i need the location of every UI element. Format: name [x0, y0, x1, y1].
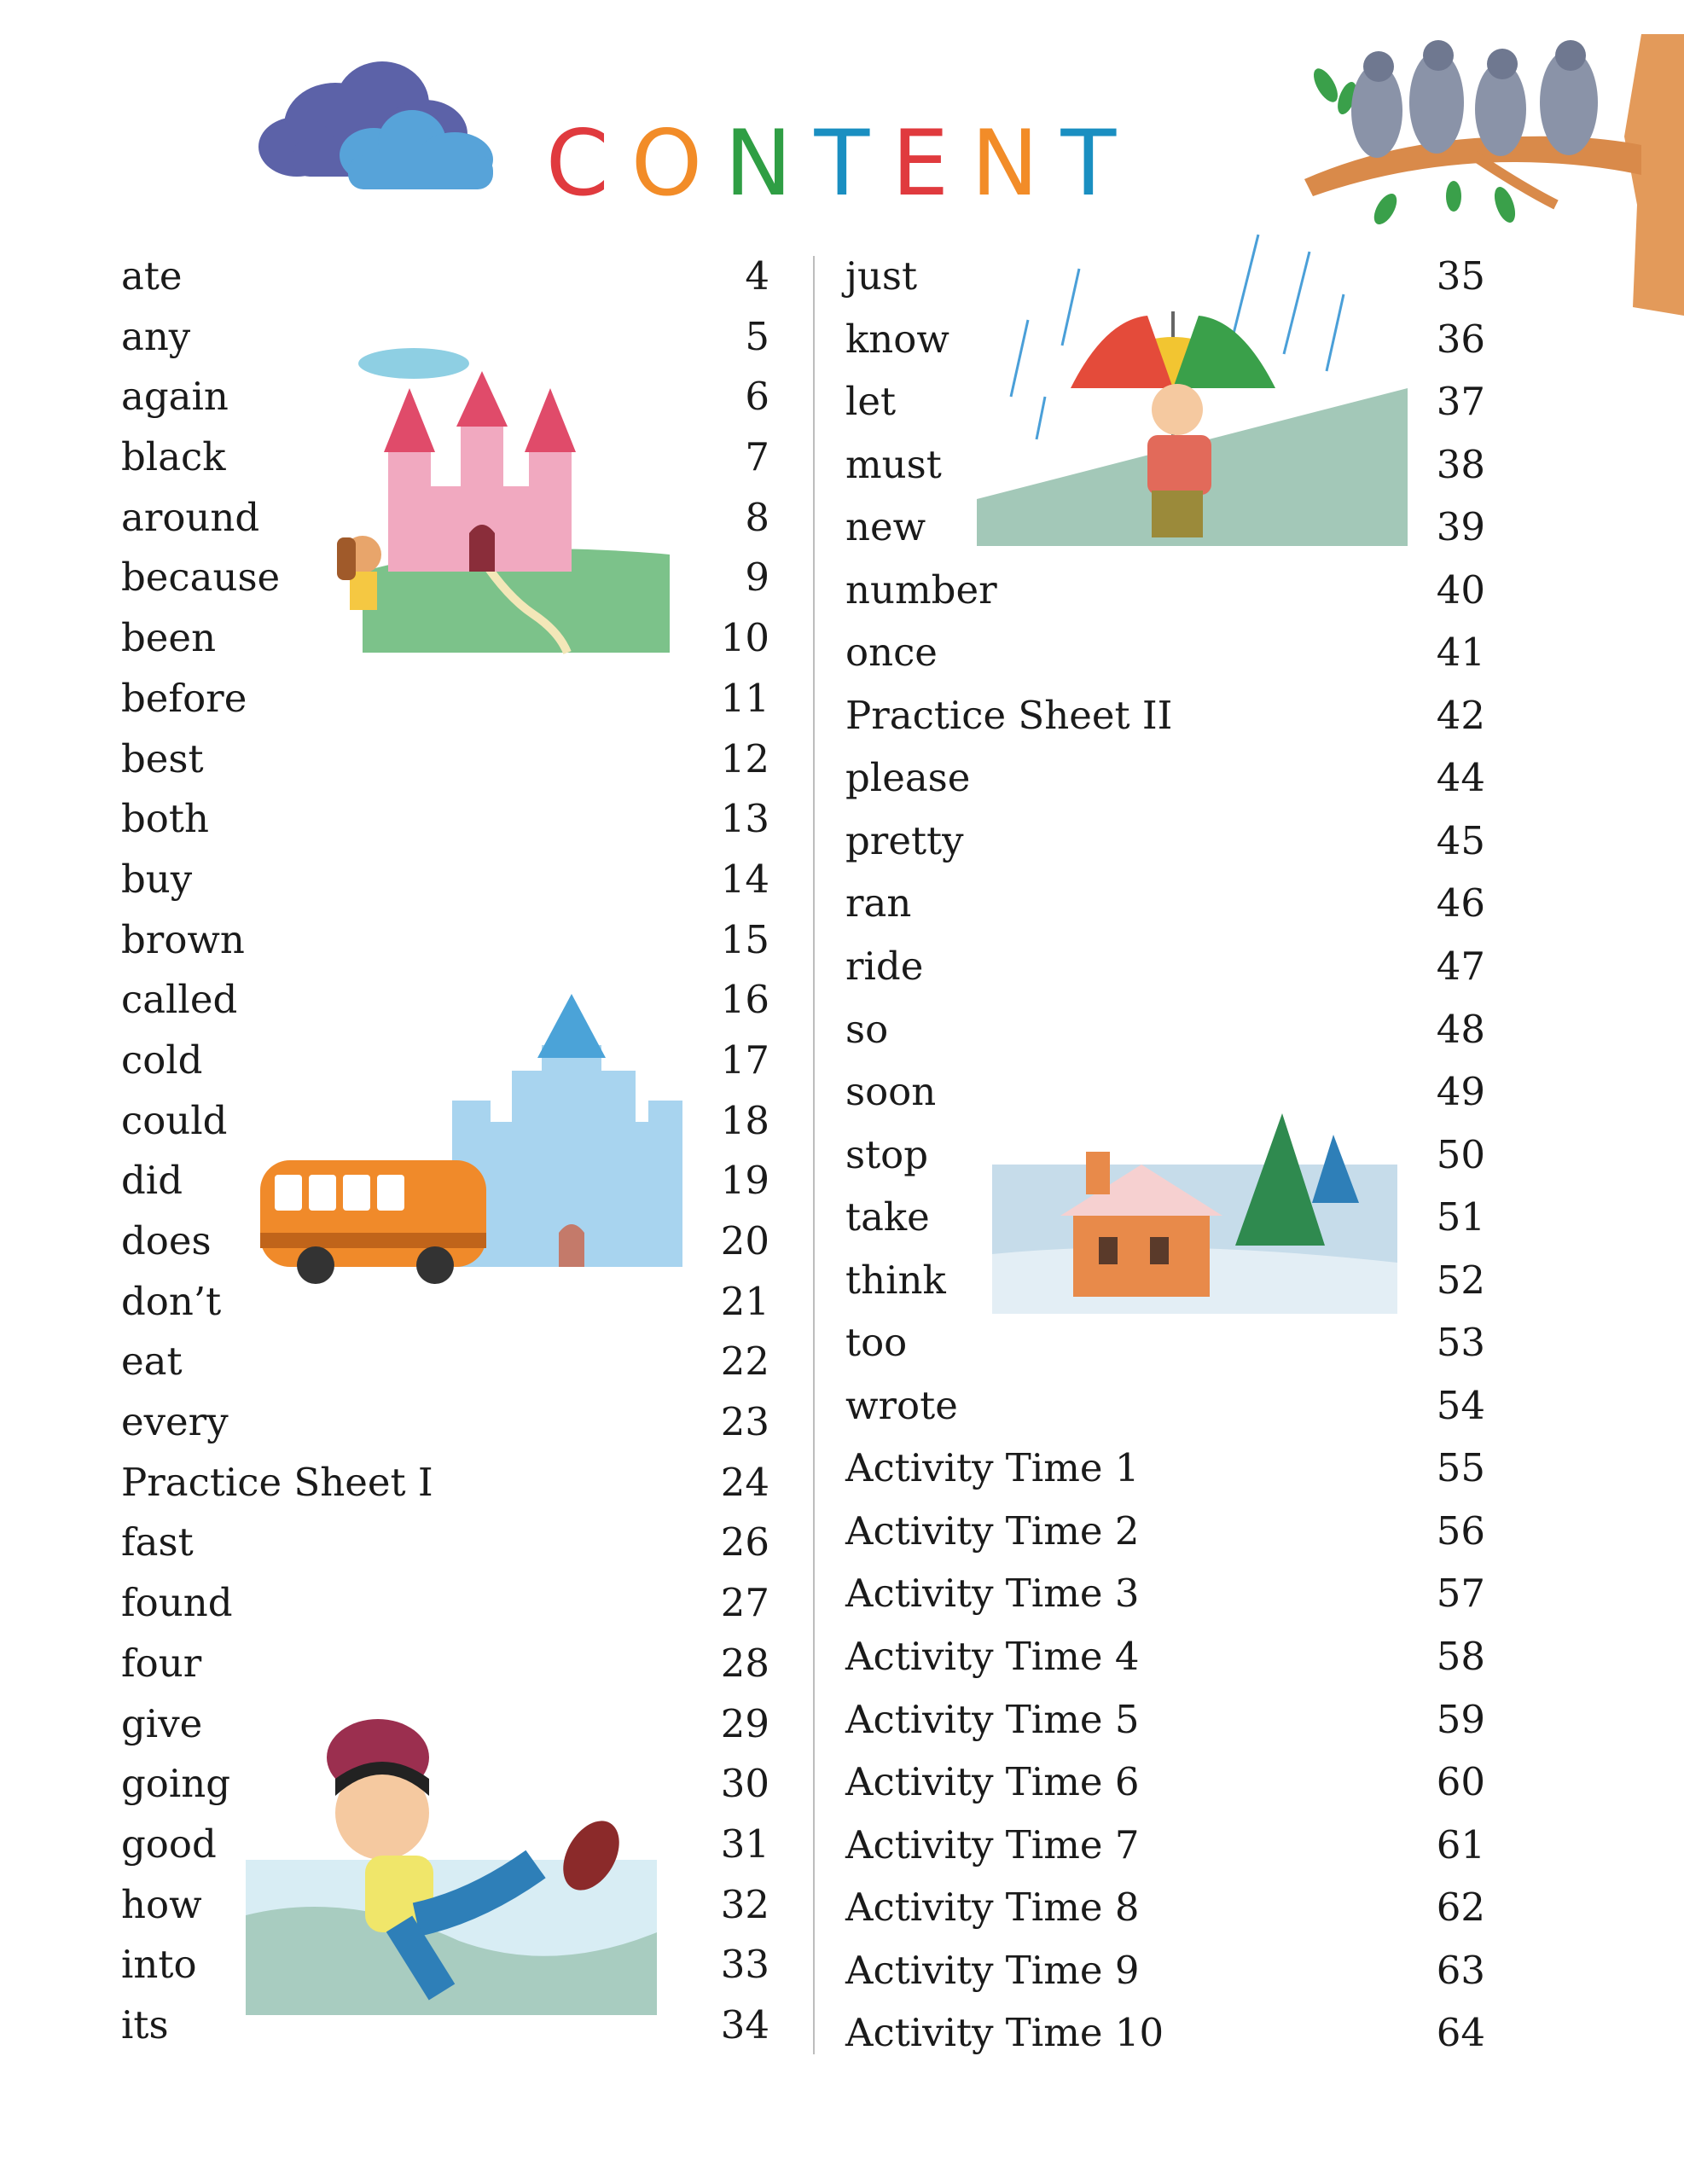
toc-entry[interactable] [121, 2001, 769, 2062]
toc-page-number: 64 [1436, 2010, 1485, 2056]
toc-page-number: 47 [1436, 944, 1485, 990]
toc-word: both [121, 796, 209, 842]
toc-word: Activity Time 10 [845, 2010, 1164, 2056]
toc-word: black [121, 434, 226, 480]
toc-word: found [121, 1580, 233, 1626]
toc-word: know [845, 316, 949, 362]
toc-page-number: 45 [1436, 817, 1485, 863]
toc-entry[interactable] [121, 1398, 769, 1459]
toc-page-number: 20 [720, 1218, 769, 1263]
toc-word: called [121, 977, 238, 1023]
toc-entry[interactable] [845, 1257, 1485, 1320]
toc-word: best [121, 735, 204, 781]
toc-page-number: 17 [720, 1037, 769, 1083]
toc-word: soon [845, 1069, 937, 1115]
toc-word: Activity Time 5 [845, 1696, 1140, 1742]
toc-entry[interactable] [845, 2009, 1485, 2072]
toc-page-number: 40 [1436, 566, 1485, 613]
toc-entry[interactable] [845, 1382, 1485, 1445]
toc-word: Activity Time 9 [845, 1947, 1140, 1993]
toc-word: could [121, 1097, 228, 1143]
toc-word: take [845, 1194, 930, 1240]
toc-page-number: 7 [745, 434, 769, 480]
toc-page-number: 21 [720, 1278, 769, 1324]
toc-page-number: 15 [720, 916, 769, 962]
toc-word: Activity Time 1 [845, 1445, 1140, 1491]
toc-word: fast [121, 1519, 194, 1565]
toc-page-number: 36 [1436, 316, 1485, 362]
toc-page-number: 59 [1436, 1696, 1485, 1742]
toc-entry[interactable] [845, 378, 1485, 441]
toc-page-number: 9 [745, 555, 769, 601]
toc-entry[interactable] [845, 1696, 1485, 1759]
toc-word: because [121, 555, 281, 601]
toc-entry[interactable] [845, 1006, 1485, 1069]
toc-entry[interactable] [121, 1579, 769, 1640]
toc-entry[interactable] [845, 1633, 1485, 1696]
toc-word: does [121, 1218, 212, 1263]
toc-page-number: 46 [1436, 880, 1485, 926]
toc-word: how [121, 1881, 202, 1927]
toc-page-number: 10 [720, 615, 769, 661]
title-letter: N [971, 111, 1061, 216]
toc-page-number: 50 [1436, 1131, 1485, 1177]
toc-entry[interactable] [845, 1444, 1485, 1507]
toc-page-number: 18 [720, 1097, 769, 1143]
title-letter: N [724, 111, 815, 216]
toc-page-number: 48 [1436, 1006, 1485, 1052]
toc-word: been [121, 615, 217, 661]
toc-entry[interactable] [845, 1758, 1485, 1821]
toc-entry[interactable] [121, 253, 769, 313]
toc-entry[interactable] [845, 1947, 1485, 2010]
toc-entry[interactable] [121, 1278, 769, 1339]
toc-page-number: 58 [1436, 1634, 1485, 1680]
toc-page-number: 54 [1436, 1382, 1485, 1428]
toc-entry[interactable] [845, 943, 1485, 1006]
toc-word: Activity Time 4 [845, 1634, 1140, 1680]
toc-word: around [121, 494, 260, 540]
toc-page-number: 37 [1436, 379, 1485, 425]
toc-word: Activity Time 7 [845, 1821, 1140, 1867]
toc-entry[interactable] [121, 1157, 769, 1217]
toc-entry[interactable] [845, 880, 1485, 943]
toc-entry[interactable] [121, 1640, 769, 1700]
toc-entry[interactable] [121, 494, 769, 555]
toc-page-number: 38 [1436, 441, 1485, 487]
toc-page-number: 44 [1436, 755, 1485, 801]
toc-entry[interactable] [845, 754, 1485, 817]
toc-word: so [845, 1006, 889, 1052]
toc-entry[interactable] [845, 1507, 1485, 1571]
toc-page-number: 33 [720, 1942, 769, 1988]
toc-page-number: 49 [1436, 1069, 1485, 1115]
toc-entry[interactable] [121, 1881, 769, 1942]
toc-entry[interactable] [845, 566, 1485, 630]
toc-word: Practice Sheet I [121, 1459, 433, 1505]
toc-page-number: 52 [1436, 1257, 1485, 1303]
toc-entry[interactable] [845, 1194, 1485, 1257]
column-divider [813, 256, 815, 2054]
toc-word: give [121, 1700, 203, 1746]
toc-word: wrote [845, 1382, 958, 1428]
toc-page-number: 34 [720, 2001, 769, 2048]
toc-word: cold [121, 1037, 203, 1083]
toc-entry[interactable] [121, 856, 769, 916]
toc-word: too [845, 1320, 908, 1366]
toc-word: must [845, 441, 942, 487]
title-letter: T [1060, 111, 1139, 216]
toc-entry[interactable] [121, 916, 769, 977]
toc-entry[interactable] [121, 735, 769, 796]
toc-word: think [845, 1257, 946, 1303]
toc-word: before [121, 675, 247, 721]
toc-entry[interactable] [845, 1821, 1485, 1885]
toc-page-number: 19 [720, 1158, 769, 1204]
toc-word: please [845, 755, 971, 801]
toc-page-number: 51 [1436, 1194, 1485, 1240]
toc-page-number: 24 [720, 1459, 769, 1505]
toc-entry[interactable] [121, 1760, 769, 1821]
toc-entry[interactable] [121, 1821, 769, 1881]
title-letter: O [630, 111, 725, 216]
toc-page-number: 13 [720, 796, 769, 842]
toc-page-number: 62 [1436, 1885, 1485, 1931]
toc-word: new [845, 504, 926, 550]
toc-page-number: 39 [1436, 504, 1485, 550]
toc-word: its [121, 2001, 169, 2048]
toc-entry[interactable] [121, 976, 769, 1037]
toc-entry[interactable] [121, 1097, 769, 1158]
cloud-icon [254, 53, 502, 198]
toc-word: Activity Time 2 [845, 1507, 1140, 1554]
toc-entry[interactable] [845, 1319, 1485, 1382]
toc-page-number: 22 [720, 1339, 769, 1385]
toc-page-number: 30 [720, 1761, 769, 1807]
toc-page-number: 26 [720, 1519, 769, 1565]
toc-word: ride [845, 944, 924, 990]
toc-word: Activity Time 3 [845, 1571, 1140, 1617]
toc-left-column [121, 253, 769, 2062]
toc-word: just [845, 253, 918, 299]
toc-entry[interactable] [845, 503, 1485, 566]
toc-word: ran [845, 880, 912, 926]
toc-word: ate [121, 253, 183, 299]
toc-page-number: 55 [1436, 1445, 1485, 1491]
toc-page-number: 5 [745, 313, 769, 359]
toc-entry[interactable] [121, 1700, 769, 1761]
toc-word: eat [121, 1339, 183, 1385]
toc-entry[interactable] [121, 1037, 769, 1097]
toc-entry[interactable] [121, 433, 769, 494]
title-letter: T [814, 111, 892, 216]
toc-page-number: 8 [745, 494, 769, 540]
toc-word: again [121, 374, 229, 420]
toc-word: any [121, 313, 191, 359]
toc-word: going [121, 1761, 231, 1807]
toc-page-number: 32 [720, 1881, 769, 1927]
toc-page-number: 11 [720, 675, 769, 721]
toc-page-number: 57 [1436, 1571, 1485, 1617]
toc-page-number: 14 [720, 856, 769, 902]
toc-entry[interactable] [121, 1459, 769, 1519]
toc-page-number: 16 [720, 977, 769, 1023]
toc-word: Activity Time 8 [845, 1885, 1140, 1931]
toc-page-number: 31 [720, 1821, 769, 1867]
toc-word: four [121, 1640, 202, 1686]
toc-entry[interactable] [845, 316, 1485, 379]
toc-page-number: 53 [1436, 1320, 1485, 1366]
toc-page-number: 28 [720, 1640, 769, 1686]
toc-page-number: 35 [1436, 253, 1485, 299]
toc-word: every [121, 1399, 229, 1445]
title-letter: C [545, 111, 631, 216]
toc-word: number [845, 566, 997, 613]
toc-page-number: 12 [720, 735, 769, 781]
toc-page-number: 41 [1436, 630, 1485, 676]
toc-page-number: 42 [1436, 692, 1485, 738]
toc-page-number: 61 [1436, 1821, 1485, 1867]
toc-page-number: 23 [720, 1399, 769, 1445]
toc-entry[interactable] [121, 373, 769, 433]
toc-entry[interactable] [121, 554, 769, 614]
toc-entry[interactable] [121, 675, 769, 735]
toc-entry[interactable] [121, 1519, 769, 1579]
toc-entry[interactable] [121, 1941, 769, 2001]
toc-entry[interactable] [121, 1338, 769, 1398]
toc-entry[interactable] [121, 313, 769, 374]
toc-page-number: 63 [1436, 1947, 1485, 1993]
toc-entry[interactable] [845, 1131, 1485, 1194]
toc-entry[interactable] [845, 692, 1485, 755]
toc-word: did [121, 1158, 183, 1204]
toc-word: into [121, 1942, 197, 1988]
toc-word: stop [845, 1131, 929, 1177]
toc-word: Practice Sheet II [845, 692, 1173, 738]
toc-entry[interactable] [845, 441, 1485, 504]
toc-word: buy [121, 856, 193, 902]
toc-word: let [845, 379, 897, 425]
title-letter: E [891, 111, 972, 216]
toc-page-number: 56 [1436, 1507, 1485, 1554]
toc-page-number: 60 [1436, 1759, 1485, 1805]
toc-entry[interactable] [845, 817, 1485, 880]
toc-entry[interactable] [845, 1068, 1485, 1131]
toc-entry[interactable] [121, 795, 769, 856]
toc-right-column [845, 253, 1485, 2072]
toc-entry[interactable] [845, 1884, 1485, 1947]
toc-word: once [845, 630, 938, 676]
toc-page-number: 6 [745, 374, 769, 420]
toc-word: brown [121, 916, 245, 962]
toc-entry[interactable] [845, 629, 1485, 692]
toc-page-number: 4 [745, 253, 769, 299]
toc-page-number: 27 [720, 1580, 769, 1626]
toc-entry[interactable] [121, 1217, 769, 1278]
toc-entry[interactable] [845, 253, 1485, 316]
toc-word: good [121, 1821, 217, 1867]
toc-entry[interactable] [121, 614, 769, 675]
toc-page-number: 29 [720, 1700, 769, 1746]
toc-word: don’t [121, 1278, 222, 1324]
toc-entry[interactable] [845, 1570, 1485, 1633]
toc-word: pretty [845, 817, 964, 863]
toc-word: Activity Time 6 [845, 1759, 1140, 1805]
